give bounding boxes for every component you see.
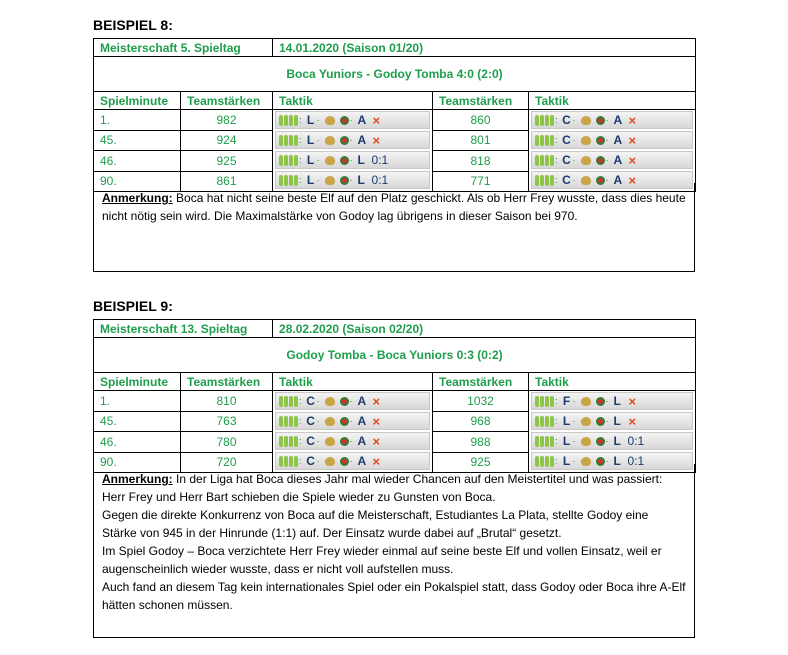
system-letter: L (306, 133, 315, 147)
option-letter: A (357, 394, 367, 408)
player-figure-icon (550, 135, 554, 146)
home-strength-cell: 925 (181, 151, 273, 172)
system-letter: C (306, 414, 315, 428)
player-figure-icon (279, 135, 283, 146)
system-letter: L (306, 173, 315, 187)
note-paragraph (102, 506, 686, 542)
header-strength-away: Teamstärken (433, 92, 529, 110)
note-label: Anmerkung: (102, 472, 173, 486)
player-figure-icon (289, 115, 293, 126)
dots-icon: · (572, 456, 576, 466)
dots-icon: · (316, 436, 320, 446)
paw-icon (581, 417, 591, 426)
player-figure-icon (279, 115, 283, 126)
target-icon (340, 136, 349, 145)
match-table (93, 319, 696, 473)
option-letter: L (613, 394, 621, 408)
player-figure-icon (545, 155, 549, 166)
dots-icon: · (349, 416, 353, 426)
system-letter: C (306, 394, 315, 408)
dots-icon: : (555, 456, 558, 466)
tactic-strip (275, 151, 430, 169)
close-icon: × (628, 413, 637, 429)
dots-icon: : (299, 416, 302, 426)
note-paragraph (102, 578, 686, 614)
player-figure-icon (284, 115, 288, 126)
option-letter: A (357, 454, 367, 468)
dots-icon: : (555, 396, 558, 406)
competition-cell: Meisterschaft 5. Spieltag (94, 39, 273, 57)
paw-icon (325, 136, 335, 145)
tactic-strip (531, 412, 693, 430)
note-box (93, 183, 695, 272)
system-letter: L (306, 153, 315, 167)
system-letter: C (562, 153, 571, 167)
close-icon: × (372, 393, 381, 409)
note-text: Im Spiel Godoy – Boca verzichtete Herr Frey wieder einmal auf seine beste Elf und vollen Einsatz, weil er augenscheinlich wieder wusste, dass er nicht voll aufstellen muss. (102, 544, 662, 576)
away-strength-cell: 818 (433, 151, 529, 172)
player-figure-icon (545, 115, 549, 126)
date-cell: 14.01.2020 (Saison 01/20) (273, 39, 696, 57)
close-icon: × (628, 393, 637, 409)
target-icon (596, 116, 605, 125)
system-letter: L (562, 414, 571, 428)
dots-icon: · (572, 175, 576, 185)
away-strength-cell: 925 (433, 452, 529, 473)
home-strength-cell: 810 (181, 391, 273, 412)
minute-cell: 45. (94, 130, 181, 151)
header-tactic-home: Taktik (273, 92, 433, 110)
close-icon: × (628, 172, 637, 188)
paw-icon (581, 116, 591, 125)
paw-icon (325, 417, 335, 426)
note-text: Auch fand an diesem Tag kein internationales Spiel oder ein Pokalspiel statt, dass Godoy oder Boca ihre A-Elf hätten schonen müssen. (102, 580, 686, 612)
dots-icon: : (555, 175, 558, 185)
player-figure-icon (279, 155, 283, 166)
target-icon (596, 136, 605, 145)
paw-icon (325, 437, 335, 446)
score-ratio: 0:1 (627, 454, 645, 468)
match-table (93, 38, 696, 192)
dots-icon: · (572, 416, 576, 426)
note-box (93, 464, 695, 638)
dots-icon: · (605, 175, 609, 185)
target-icon (340, 116, 349, 125)
system-letter: C (562, 173, 571, 187)
player-figure-icon (284, 155, 288, 166)
dots-icon: · (349, 175, 353, 185)
dots-icon: : (555, 155, 558, 165)
player-figure-icon (294, 135, 298, 146)
target-icon (596, 156, 605, 165)
system-letter: C (306, 454, 315, 468)
dots-icon: · (316, 416, 320, 426)
home-strength-cell: 720 (181, 452, 273, 473)
table-row (94, 110, 696, 131)
player-figure-icon (550, 115, 554, 126)
player-figure-icon (540, 115, 544, 126)
home-strength-cell: 763 (181, 411, 273, 432)
player-figure-icon (294, 115, 298, 126)
tactic-strip (531, 151, 693, 169)
paw-icon (581, 437, 591, 446)
competition-cell: Meisterschaft 13. Spieltag (94, 320, 273, 338)
score-ratio: 0:1 (627, 434, 645, 448)
home-tactic-cell (273, 110, 433, 192)
close-icon: × (628, 152, 637, 168)
minute-cell: 1. (94, 110, 181, 131)
away-tactic-cell (529, 391, 696, 473)
header-strength-away: Teamstärken (433, 373, 529, 391)
dots-icon: : (299, 436, 302, 446)
home-strength-cell: 861 (181, 171, 273, 192)
note-text: In der Liga hat Boca dieses Jahr mal wieder Chancen auf den Meistertitel und was passiert: Herr Frey und Herr Bart schieben die Spiele wieder zu Gunsten von Boca. (102, 472, 663, 504)
player-figure-icon (540, 396, 544, 407)
tactic-strip (275, 412, 430, 430)
dots-icon: · (316, 175, 320, 185)
player-figure-icon (284, 396, 288, 407)
close-icon: × (628, 112, 637, 128)
dots-icon: : (555, 115, 558, 125)
note-text: Gegen die direkte Konkurrenz von Boca auf die Meisterschaft, Estudiantes La Plata, stellte Godoy eine Stärke von 945 in der Hinrunde (1:1) auf. Der Einsatz wurde dabei auf „Brutal“ gesetzt. (102, 508, 649, 540)
target-icon (340, 437, 349, 446)
player-figure-icon (545, 396, 549, 407)
option-letter: A (613, 153, 623, 167)
note-paragraph (102, 189, 686, 225)
dots-icon: · (605, 135, 609, 145)
home-tactic-cell (273, 391, 433, 473)
dots-icon: · (572, 135, 576, 145)
table-row (94, 391, 696, 412)
player-figure-icon (289, 135, 293, 146)
player-figure-icon (535, 396, 539, 407)
minute-cell: 46. (94, 151, 181, 172)
header-strength-home: Teamstärken (181, 92, 273, 110)
player-figure-icon (540, 135, 544, 146)
player-figure-icon (294, 155, 298, 166)
player-figure-icon (540, 416, 544, 427)
player-figure-icon (540, 436, 544, 447)
dots-icon: · (572, 155, 576, 165)
header-minute: Spielminute (94, 373, 181, 391)
player-figure-icon (550, 155, 554, 166)
tactic-strip (275, 111, 430, 129)
dots-icon: · (316, 155, 320, 165)
option-letter: A (613, 173, 623, 187)
dots-icon: · (605, 456, 609, 466)
system-letter: L (562, 434, 571, 448)
minute-cell: 90. (94, 452, 181, 473)
dots-icon: · (572, 115, 576, 125)
away-strength-cell: 988 (433, 432, 529, 453)
player-figure-icon (535, 416, 539, 427)
match-title: Godoy Tomba - Boca Yuniors 0:3 (0:2) (94, 338, 696, 373)
dots-icon: · (605, 416, 609, 426)
dots-icon: : (299, 135, 302, 145)
dots-icon: : (299, 115, 302, 125)
option-letter: L (613, 414, 621, 428)
close-icon: × (372, 453, 381, 469)
example-heading: BEISPIEL 9: (93, 298, 173, 314)
header-tactic-home: Taktik (273, 373, 433, 391)
header-tactic-away: Taktik (529, 373, 696, 391)
target-icon (340, 156, 349, 165)
score-ratio: 0:1 (371, 173, 389, 187)
player-figure-icon (279, 416, 283, 427)
dots-icon: · (572, 436, 576, 446)
player-figure-icon (284, 135, 288, 146)
home-strength-cell: 924 (181, 130, 273, 151)
minute-cell: 90. (94, 171, 181, 192)
header-minute: Spielminute (94, 92, 181, 110)
player-figure-icon (540, 155, 544, 166)
target-icon (340, 417, 349, 426)
example-heading: BEISPIEL 8: (93, 17, 173, 33)
tactic-strip (531, 392, 693, 410)
dots-icon: : (555, 135, 558, 145)
date-cell: 28.02.2020 (Saison 02/20) (273, 320, 696, 338)
away-tactic-cell (529, 110, 696, 192)
player-figure-icon (294, 396, 298, 407)
dots-icon: · (316, 456, 320, 466)
option-letter: L (613, 434, 621, 448)
option-letter: A (357, 414, 367, 428)
system-letter: F (562, 394, 571, 408)
paw-icon (325, 116, 335, 125)
close-icon: × (372, 433, 381, 449)
dots-icon: · (605, 436, 609, 446)
paw-icon (325, 156, 335, 165)
dots-icon: · (316, 135, 320, 145)
system-letter: L (306, 113, 315, 127)
dots-icon: · (349, 115, 353, 125)
header-strength-home: Teamstärken (181, 373, 273, 391)
target-icon (340, 397, 349, 406)
dots-icon: : (299, 175, 302, 185)
dots-icon: : (555, 436, 558, 446)
close-icon: × (372, 413, 381, 429)
minute-cell: 1. (94, 391, 181, 412)
dots-icon: : (555, 416, 558, 426)
player-figure-icon (279, 396, 283, 407)
paw-icon (581, 136, 591, 145)
tactic-strip (275, 392, 430, 410)
minute-cell: 46. (94, 432, 181, 453)
tactic-strip (531, 131, 693, 149)
dots-icon: · (349, 456, 353, 466)
player-figure-icon (289, 416, 293, 427)
tactic-strip (275, 131, 430, 149)
paw-icon (581, 156, 591, 165)
player-figure-icon (284, 436, 288, 447)
player-figure-icon (545, 416, 549, 427)
player-figure-icon (289, 436, 293, 447)
close-icon: × (628, 132, 637, 148)
system-letter: C (562, 113, 571, 127)
player-figure-icon (545, 436, 549, 447)
dots-icon: · (605, 155, 609, 165)
system-letter: C (562, 133, 571, 147)
note-paragraph (102, 542, 686, 578)
player-figure-icon (535, 155, 539, 166)
player-figure-icon (294, 416, 298, 427)
target-icon (596, 397, 605, 406)
player-figure-icon (535, 115, 539, 126)
dots-icon: · (605, 115, 609, 125)
option-letter: A (357, 434, 367, 448)
minute-cell: 45. (94, 411, 181, 432)
option-letter: A (613, 133, 623, 147)
paw-icon (581, 397, 591, 406)
match-title: Boca Yuniors - Godoy Tomba 4:0 (2:0) (94, 57, 696, 92)
player-figure-icon (545, 135, 549, 146)
away-strength-cell: 1032 (433, 391, 529, 412)
dots-icon: : (299, 396, 302, 406)
tactic-strip (275, 432, 430, 450)
player-figure-icon (289, 396, 293, 407)
dots-icon: · (349, 396, 353, 406)
home-strength-cell: 982 (181, 110, 273, 131)
dots-icon: : (299, 456, 302, 466)
tactic-strip (531, 111, 693, 129)
away-strength-cell: 771 (433, 171, 529, 192)
dots-icon: : (299, 155, 302, 165)
note-label: Anmerkung: (102, 191, 173, 205)
dots-icon: · (316, 396, 320, 406)
dots-icon: · (349, 155, 353, 165)
option-letter: A (357, 113, 367, 127)
dots-icon: · (349, 135, 353, 145)
tactic-strip (531, 432, 693, 450)
system-letter: L (562, 454, 571, 468)
player-figure-icon (550, 416, 554, 427)
dots-icon: · (605, 396, 609, 406)
player-figure-icon (284, 416, 288, 427)
player-figure-icon (294, 436, 298, 447)
option-letter: A (357, 133, 367, 147)
paw-icon (325, 397, 335, 406)
home-strength-cell: 780 (181, 432, 273, 453)
dots-icon: · (316, 115, 320, 125)
away-strength-cell: 968 (433, 411, 529, 432)
system-letter: C (306, 434, 315, 448)
option-letter: L (357, 153, 365, 167)
option-letter: L (357, 173, 365, 187)
option-letter: A (613, 113, 623, 127)
header-tactic-away: Taktik (529, 92, 696, 110)
dots-icon: · (349, 436, 353, 446)
player-figure-icon (535, 436, 539, 447)
player-figure-icon (550, 436, 554, 447)
player-figure-icon (289, 155, 293, 166)
away-strength-cell: 801 (433, 130, 529, 151)
dots-icon: · (572, 396, 576, 406)
player-figure-icon (550, 396, 554, 407)
close-icon: × (372, 112, 381, 128)
option-letter: L (613, 454, 621, 468)
player-figure-icon (535, 135, 539, 146)
target-icon (596, 437, 605, 446)
target-icon (596, 417, 605, 426)
close-icon: × (372, 132, 381, 148)
score-ratio: 0:1 (371, 153, 389, 167)
player-figure-icon (279, 436, 283, 447)
note-paragraph (102, 470, 686, 506)
away-strength-cell: 860 (433, 110, 529, 131)
note-text: Boca hat nicht seine beste Elf auf den Platz geschickt. Als ob Herr Frey wusste, dass dies heute nicht nötig sein wird. Die Maximalstärke von Godoy lag übrigens in dieser Saison bei 970. (102, 191, 686, 223)
